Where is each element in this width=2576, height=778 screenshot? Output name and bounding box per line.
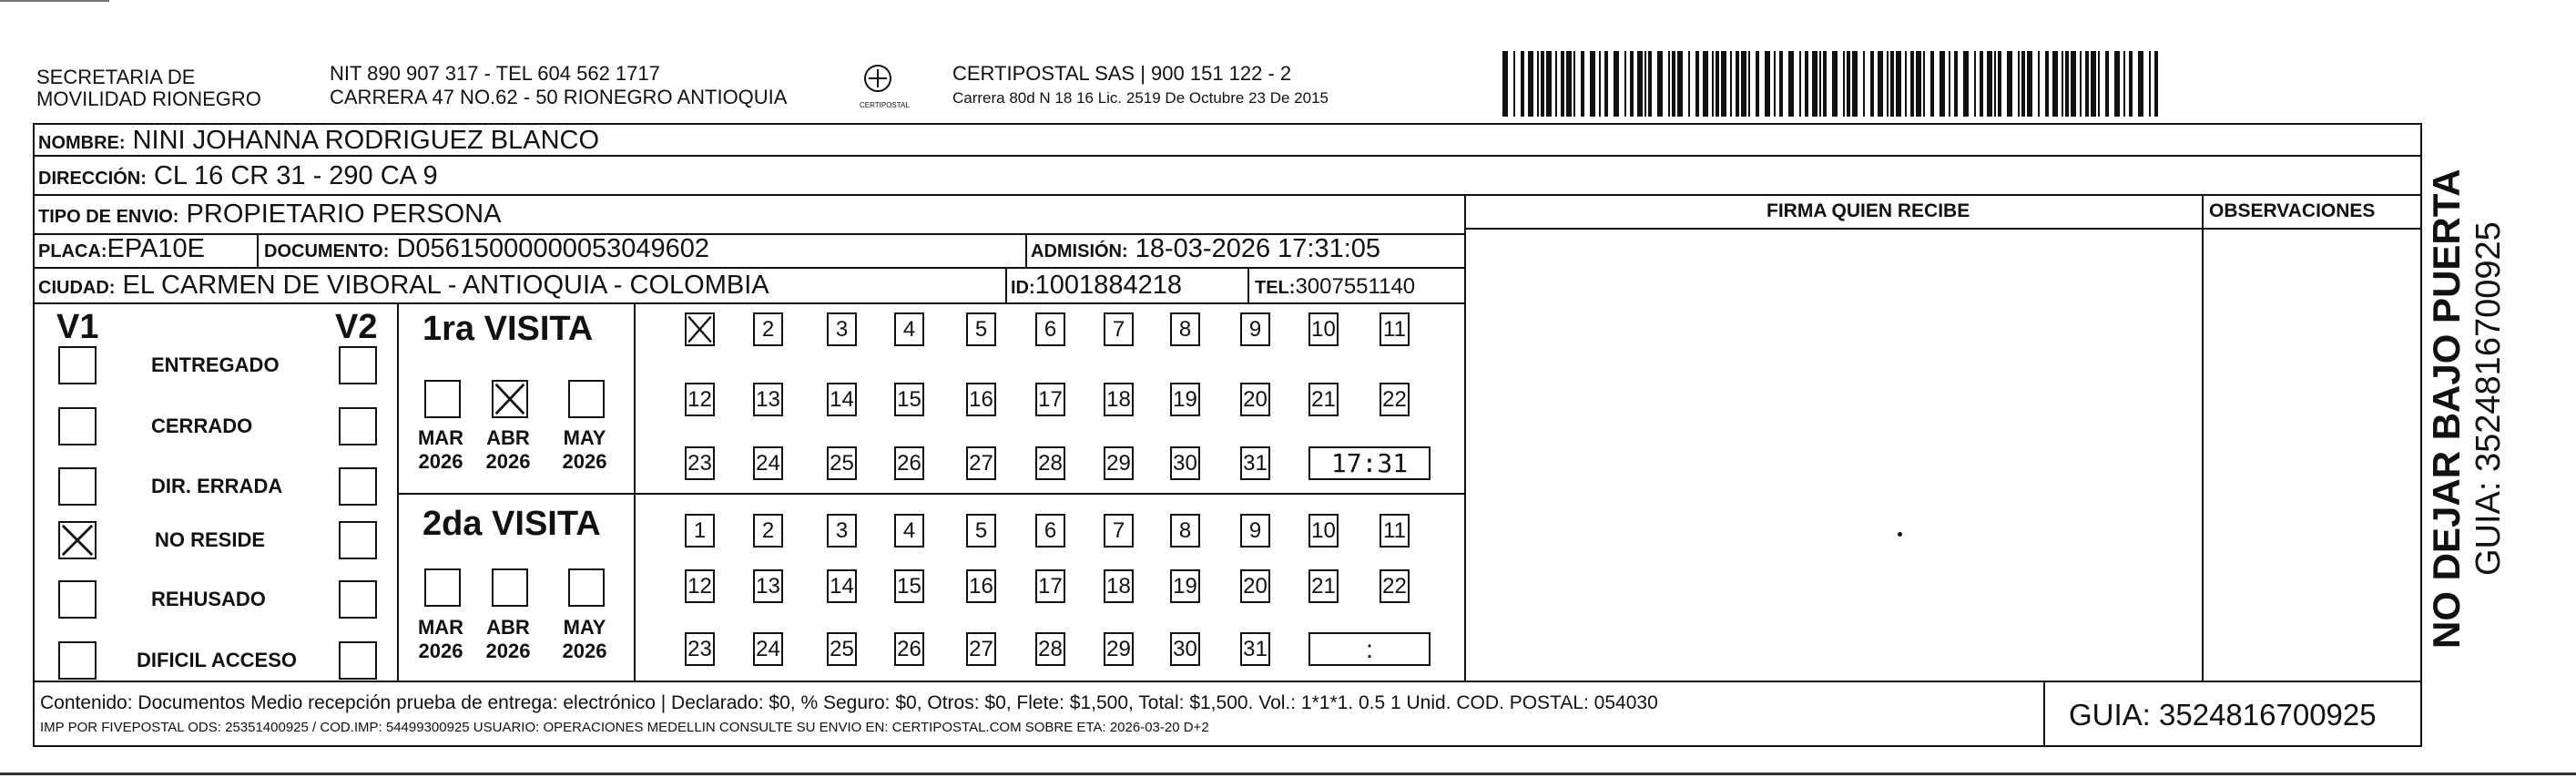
barcode-bar (1537, 51, 1539, 117)
certipostal-logo (856, 60, 911, 111)
barcode-bar (1870, 51, 1874, 117)
rule (1025, 233, 1027, 267)
visit2-month-label (413, 616, 468, 663)
visit1-month-name: ABR (486, 426, 530, 449)
v1-checkbox[interactable] (58, 580, 97, 619)
visit1-day-box[interactable]: 2 (753, 312, 783, 346)
visit2-day-box[interactable]: 14 (827, 569, 857, 603)
barcode-bar (1599, 51, 1601, 117)
barcode-bar (1604, 51, 1608, 117)
rule (1247, 267, 1249, 302)
city-label: CIUDAD: (38, 278, 116, 298)
visit1-day-box[interactable]: 12 (685, 383, 715, 416)
rule (2043, 681, 2045, 747)
visit2-day-box[interactable]: 30 (1170, 632, 1200, 666)
barcode-bar (2149, 51, 2151, 117)
barcode-bar (1566, 51, 1572, 117)
visit1-day-box[interactable]: 7 (1104, 312, 1134, 346)
barcode-bar (1573, 51, 1575, 117)
visit2-day-box[interactable]: 12 (685, 569, 715, 603)
barcode (1502, 51, 2165, 117)
status-option-label: ENTREGADO (151, 353, 280, 376)
barcode-bar (1688, 51, 1690, 117)
barcode-bar (1703, 51, 1708, 117)
id-value: 1001884218 (1034, 271, 1182, 300)
visit1-day-box[interactable]: 19 (1170, 383, 1200, 416)
visit1-month-name: MAY (563, 426, 606, 449)
v1-checkbox[interactable] (58, 407, 97, 445)
barcode-bar (2129, 51, 2133, 117)
barcode-bar (1863, 51, 1865, 117)
barcode-bar (2123, 51, 2125, 117)
status-option-label: CERRADO (151, 415, 253, 437)
visit2-day-box[interactable]: 10 (1308, 514, 1339, 548)
barcode-bar (1648, 51, 1652, 117)
visit1-day-box[interactable]: 6 (1035, 312, 1065, 346)
rule (33, 681, 2422, 682)
v1-checkbox[interactable] (58, 641, 97, 680)
rule (2202, 194, 2204, 681)
visit1-day-box[interactable]: 8 (1170, 312, 1200, 346)
visit1-day-box[interactable]: 25 (827, 446, 857, 480)
visit2-day-box[interactable]: 28 (1035, 632, 1065, 666)
visit2-day-box[interactable]: 13 (753, 569, 783, 603)
barcode-bar (2038, 51, 2040, 117)
barcode-bar (1644, 51, 1646, 117)
barcode-bar (1657, 51, 1663, 117)
visit2-day-box[interactable]: 7 (1104, 514, 1134, 548)
barcode-bar (2114, 51, 2120, 117)
tel-value: 3007551140 (1295, 274, 1416, 299)
visit2-day-box[interactable]: 15 (894, 569, 924, 603)
visit1-month-name: MAR (417, 426, 464, 449)
barcode-bar (1852, 51, 1858, 117)
imp-line: IMP POR FIVEPOSTAL ODS: 25351400925 / COD.IMP: 54499300925 USUARIO: OPERACIONES MEDELLIN CONSULTE SU ENVIO EN: CERTIPOSTAL.COM SOBRE ETA: 2026-03-20 D+2 (40, 720, 1209, 735)
rule (634, 302, 636, 681)
visit2-day-box[interactable]: 20 (1240, 569, 1270, 603)
barcode-bar (1513, 51, 1515, 117)
visit1-day-box[interactable] (685, 312, 715, 346)
barcode-bar (2027, 51, 2032, 117)
x-mark-icon (494, 382, 526, 416)
rule (257, 233, 259, 267)
visit2-day-box[interactable]: 27 (966, 632, 996, 666)
visit2-day-box[interactable]: 16 (966, 569, 996, 603)
barcode-bar (1521, 51, 1524, 117)
barcode-bar (1774, 51, 1776, 117)
send-type-value: PROPIETARIO PERSONA (186, 200, 502, 229)
v1-checkbox[interactable] (58, 346, 97, 384)
visit2-month-label (557, 616, 612, 663)
barcode-bar (1954, 51, 1958, 117)
barcode-bar (1624, 51, 1626, 117)
nit-line2: CARRERA 47 NO.62 - 50 RIONEGRO ANTIOQUIA (330, 86, 788, 108)
rule (1005, 267, 1007, 302)
issuer-line2: MOVILIDAD RIONEGRO (36, 87, 261, 110)
barcode-bar (1910, 51, 1914, 117)
visit2-month-checkbox[interactable] (492, 568, 528, 607)
barcode-bar (1541, 51, 1544, 117)
city-row (38, 270, 769, 303)
barcode-bar (1741, 51, 1746, 117)
visit2-day-box[interactable]: 3 (827, 514, 857, 548)
visit1-day-box[interactable]: 26 (894, 446, 924, 480)
visit2-day-box[interactable]: 1 (685, 514, 715, 548)
barcode-bar (1887, 51, 1889, 117)
visit2-day-box[interactable]: 17 (1035, 569, 1065, 603)
visit2-day-box[interactable]: 25 (827, 632, 857, 666)
visit2-month-year: 2026 (562, 640, 607, 662)
rule (397, 302, 399, 681)
barcode-bar (2138, 51, 2143, 117)
visit1-day-box[interactable]: 15 (894, 383, 924, 416)
visit2-day-box[interactable]: 22 (1380, 569, 1410, 603)
visit1-day-box[interactable]: 11 (1380, 312, 1410, 346)
visit2-month-name: MAR (417, 616, 464, 639)
status-option-label: NO RESIDE (155, 528, 266, 551)
visit2-day-box[interactable]: 2 (753, 514, 783, 548)
visit1-title: 1ra VISITA (423, 310, 594, 348)
side-guia: GUIA: 3524816700925 (2469, 221, 2508, 576)
svg-text:CERTIPOSTAL: CERTIPOSTAL (860, 101, 910, 109)
barcode-bar (2045, 51, 2049, 117)
barcode-bar (1998, 51, 2001, 117)
visit2-day-box[interactable]: 24 (753, 632, 783, 666)
barcode-bar (1923, 51, 1925, 117)
barcode-bar (1695, 51, 1699, 117)
barcode-bar (1502, 51, 1508, 117)
name-value: NINI JOHANNA RODRIGUEZ BLANCO (132, 126, 600, 155)
visit1-day-box[interactable]: 24 (753, 446, 783, 480)
visit2-day-box[interactable]: 4 (894, 514, 924, 548)
visit2-month-checkbox[interactable] (424, 568, 461, 607)
visit1-day-box[interactable]: 3 (827, 312, 857, 346)
barcode-bar (2052, 51, 2058, 117)
barcode-bar (1581, 51, 1584, 117)
courier-line1: CERTIPOSTAL SAS | 900 151 122 - 2 (952, 62, 1292, 85)
visit2-day-box[interactable]: 9 (1240, 514, 1270, 548)
barcode-bar (1832, 51, 1838, 117)
barcode-bar (2065, 51, 2069, 117)
v2-checkbox[interactable] (339, 580, 377, 619)
signature-header: FIRMA QUIEN RECIBE (1767, 200, 1970, 221)
visit2-month-name: ABR (486, 616, 530, 639)
rule (1464, 194, 1466, 681)
visit2-day-box[interactable]: 23 (685, 632, 715, 666)
visit1-day-box[interactable]: 17 (1035, 383, 1065, 416)
barcode-bar (2105, 51, 2109, 117)
bottom-rule (0, 773, 2576, 775)
visit1-day-box[interactable]: 13 (753, 383, 783, 416)
barcode-bar (1555, 51, 1557, 117)
top-rule (0, 0, 109, 2)
v1-checkbox[interactable] (58, 467, 97, 506)
barcode-bar (1819, 51, 1821, 117)
visit2-month-year: 2026 (485, 640, 531, 662)
visit1-day-box[interactable]: 22 (1380, 383, 1410, 416)
visit1-month-checkbox[interactable] (568, 380, 605, 418)
barcode-bar (2098, 51, 2100, 117)
nit-line1: NIT 890 907 317 - TEL 604 562 1717 (330, 62, 660, 85)
stray-mark (1898, 532, 1902, 537)
barcode-bar (1905, 51, 1907, 117)
visit2-day-box[interactable]: 5 (966, 514, 996, 548)
visit1-month-checkbox[interactable] (492, 380, 528, 418)
barcode-bar (1890, 51, 1894, 117)
visit1-month-year: 2026 (418, 450, 463, 473)
visit2-day-box[interactable]: 8 (1170, 514, 1200, 548)
visit2-day-box[interactable]: 6 (1035, 514, 1065, 548)
visit1-day-box[interactable]: 9 (1240, 312, 1270, 346)
barcode-bar (1730, 51, 1732, 117)
courier-line2: Carrera 80d N 18 16 Lic. 2519 De Octubre 23 De 2015 (952, 89, 1329, 107)
x-mark-icon (687, 314, 713, 344)
barcode-bar (2062, 51, 2063, 117)
v2-checkbox[interactable] (339, 521, 377, 559)
barcode-bar (1896, 51, 1901, 117)
logo-icon (856, 60, 911, 111)
visit1-day-box[interactable]: 16 (966, 383, 996, 416)
status-option-label: DIFICIL ACCESO (137, 649, 298, 671)
barcode-bar (1637, 51, 1643, 117)
barcode-bar (1940, 51, 1945, 117)
barcode-bar (1963, 51, 1969, 117)
name-row (38, 125, 599, 159)
visit2-title: 2da VISITA (423, 505, 601, 543)
visit2-day-box[interactable]: 21 (1308, 569, 1339, 603)
visit1-month-label (557, 426, 612, 474)
rule (33, 267, 1466, 269)
barcode-bar (2085, 51, 2089, 117)
barcode-bar (1765, 51, 1770, 117)
barcode-bar (1721, 51, 1726, 117)
side-warning: NO DEJAR BAJO PUERTA (2425, 169, 2468, 649)
v2-checkbox[interactable] (339, 407, 377, 445)
barcode-bar (1590, 51, 1595, 117)
v2-checkbox[interactable] (339, 346, 377, 384)
visit1-day-box[interactable]: 14 (827, 383, 857, 416)
x-mark-icon (60, 523, 95, 558)
visit1-day-box[interactable]: 29 (1104, 446, 1134, 480)
rule (33, 194, 2422, 196)
send-type-label: TIPO DE ENVIO: (38, 207, 179, 227)
visit1-day-box[interactable]: 20 (1240, 383, 1270, 416)
barcode-bar (1799, 51, 1801, 117)
visit2-month-year: 2026 (418, 640, 463, 662)
visit2-day-box[interactable]: 11 (1380, 514, 1410, 548)
rule (397, 493, 1466, 495)
visit2-month-checkbox[interactable] (568, 568, 605, 607)
visit2-day-box[interactable]: 26 (894, 632, 924, 666)
barcode-bar (2021, 51, 2025, 117)
barcode-bar (2080, 51, 2082, 117)
visit1-day-box[interactable]: 18 (1104, 383, 1134, 416)
visit1-day-box[interactable]: 31 (1240, 446, 1270, 480)
barcode-bar (1974, 51, 1976, 117)
barcode-bar (1672, 51, 1675, 117)
barcode-bar (1994, 51, 1996, 117)
barcode-bar (2071, 51, 2076, 117)
visit1-day-box[interactable]: 5 (966, 312, 996, 346)
barcode-bar (1823, 51, 1827, 117)
document-row (264, 233, 709, 267)
barcode-bar (1980, 51, 1983, 117)
barcode-bar (1756, 51, 1759, 117)
barcode-bar (1712, 51, 1714, 117)
admission-value: 18-03-2026 17:31:05 (1135, 234, 1381, 263)
city-value: EL CARMEN DE VIBORAL - ANTIOQUIA - COLOMBIA (122, 271, 769, 300)
visit1-month-checkbox[interactable] (424, 380, 461, 418)
barcode-bar (1630, 51, 1634, 117)
barcode-bar (1805, 51, 1808, 117)
barcode-bar (1677, 51, 1683, 117)
visit2-day-box[interactable]: 29 (1104, 632, 1134, 666)
status-option-label: REHUSADO (151, 588, 266, 610)
barcode-bar (1788, 51, 1794, 117)
plate-value: EPA10E (107, 234, 206, 263)
visit1-day-box[interactable]: 23 (685, 446, 715, 480)
id-label: ID: (1011, 278, 1035, 298)
admission-row (1031, 233, 1380, 267)
visit1-month-label (413, 426, 468, 474)
tel-row (1255, 271, 1415, 303)
barcode-bar (2154, 51, 2158, 117)
v2-checkbox[interactable] (339, 467, 377, 506)
barcode-bar (2007, 51, 2012, 117)
visit2-day-box[interactable]: 19 (1170, 569, 1200, 603)
barcode-bar (1847, 51, 1850, 117)
barcode-bar (1748, 51, 1750, 117)
visit1-day-box[interactable]: 30 (1170, 446, 1200, 480)
barcode-bar (1779, 51, 1783, 117)
admission-label: ADMISIÓN: (1031, 241, 1128, 261)
barcode-bar (1987, 51, 1992, 117)
v1-checkbox[interactable] (58, 521, 97, 559)
footer-guia: GUIA: 3524816700925 (2069, 698, 2377, 732)
plate-label: PLACA: (38, 241, 107, 261)
barcode-bar (1614, 51, 1619, 117)
v2-header: V2 (335, 308, 378, 346)
v2-checkbox[interactable] (339, 641, 377, 680)
rule (1464, 228, 2422, 230)
visit1-month-label (481, 426, 535, 474)
address-row (38, 160, 438, 194)
barcode-bar (1668, 51, 1670, 117)
issuer-line1: SECRETARIA DE (36, 66, 196, 88)
barcode-bar (1878, 51, 1883, 117)
visit1-month-year: 2026 (562, 450, 607, 473)
status-option-label: DIR. ERRADA (151, 475, 283, 497)
plate-row (38, 233, 205, 267)
visit2-month-name: MAY (563, 616, 606, 639)
address-value: CL 16 CR 31 - 290 CA 9 (153, 161, 438, 190)
visit1-day-box[interactable]: 21 (1308, 383, 1339, 416)
barcode-bar (1916, 51, 1921, 117)
barcode-bar (1528, 51, 1533, 117)
barcode-bar (1949, 51, 1950, 117)
visit1-time-box[interactable]: 17:31 (1308, 446, 1431, 480)
id-row (1011, 270, 1182, 303)
visit2-month-label (481, 616, 535, 663)
visit1-day-box[interactable]: 28 (1035, 446, 1065, 480)
name-label: NOMBRE: (38, 133, 126, 153)
barcode-bar (1843, 51, 1845, 117)
document-label: DOCUMENTO: (264, 241, 390, 261)
barcode-bar (1812, 51, 1817, 117)
visit1-day-box[interactable]: 10 (1308, 312, 1339, 346)
visit1-month-year: 2026 (485, 450, 531, 473)
barcode-bar (2091, 51, 2096, 117)
barcode-bar (1716, 51, 1719, 117)
barcode-bar (2018, 51, 2020, 117)
visit1-day-box[interactable]: 4 (894, 312, 924, 346)
barcode-bar (1930, 51, 1934, 117)
visit1-day-box[interactable]: 27 (966, 446, 996, 480)
barcode-bar (1736, 51, 1739, 117)
content-line: Contenido: Documentos Medio recepción prueba de entrega: electrónico | Declarado: $0, % Seguro: $0, Otros: $0, Flete: $1,500, Total: $1,500. Vol.: 1*1*1. 0.5 1 Unid. COD. POSTAL: 054030 (40, 692, 1658, 713)
visit2-time-box[interactable]: : (1308, 632, 1431, 666)
tel-label: TEL: (1255, 278, 1296, 298)
send-type-row (38, 199, 501, 232)
barcode-bar (1561, 51, 1564, 117)
visit2-day-box[interactable]: 18 (1104, 569, 1134, 603)
observations-header: OBSERVACIONES (2209, 200, 2376, 221)
visit2-day-box[interactable]: 31 (1240, 632, 1270, 666)
address-label: DIRECCIÓN: (38, 169, 147, 189)
document-value: D05615000000053049602 (396, 234, 709, 263)
barcode-bar (1546, 51, 1552, 117)
v1-header: V1 (56, 308, 99, 346)
